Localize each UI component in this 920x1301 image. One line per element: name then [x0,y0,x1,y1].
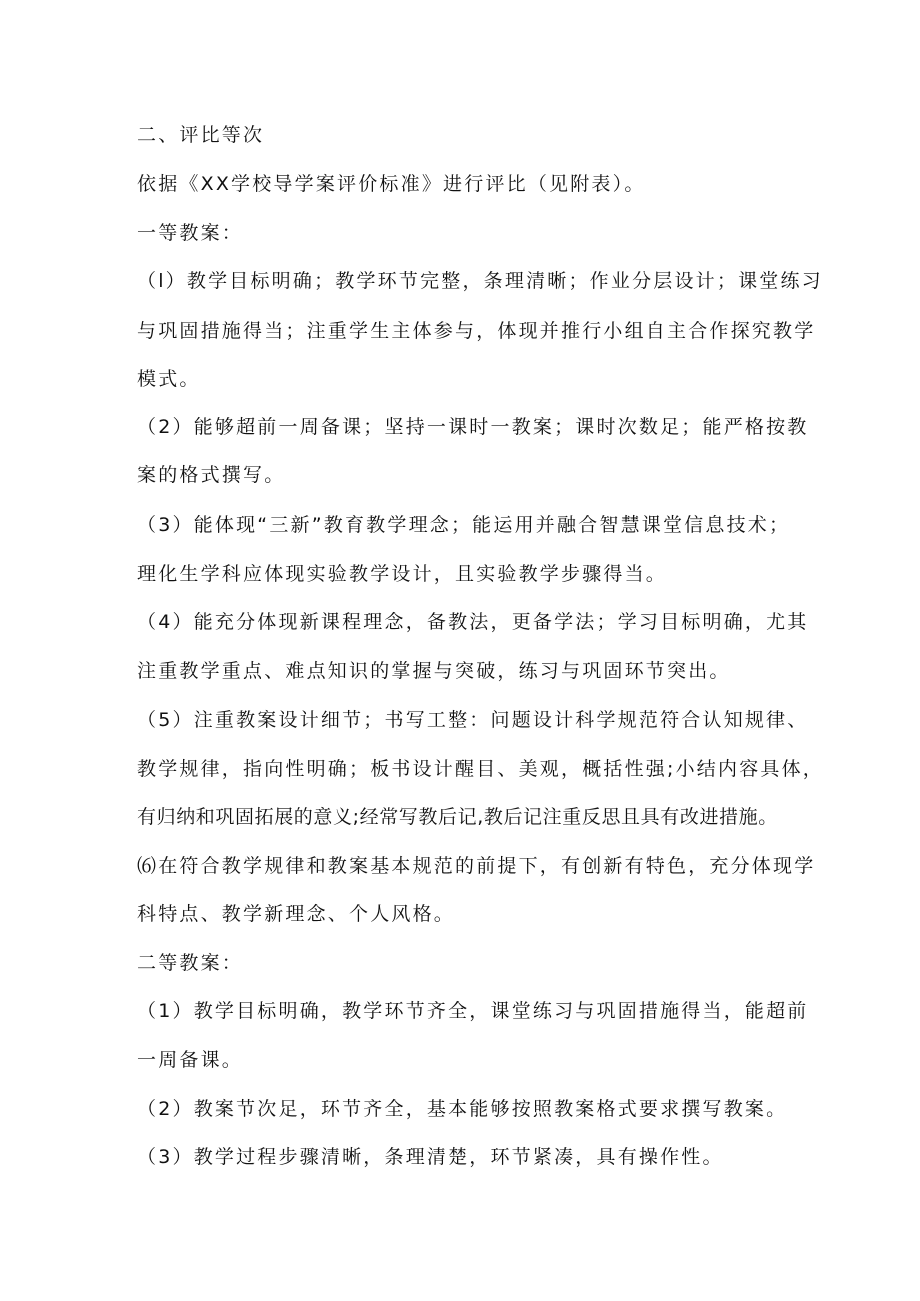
section-heading: 二、评比等次 [137,124,265,146]
first-item5-line2: 教学规律，指向性明确；板书设计醒目、美观，概括性强;小结内容具体， [137,758,825,780]
second-item1-line2: 一周备课。 [137,1049,244,1071]
first-item1-line1: （l）教学目标明确；教学环节完整，条理清晰；作业分层设计；课堂练习 [137,270,823,292]
first-item6-line1: ⑹在符合教学规律和教案基本规范的前提下，有创新有特色，充分体现学 [137,855,816,877]
first-item4-line2: 注重教学重点、难点知识的掌握与突破，练习与巩固环节突出。 [137,660,731,682]
first-item4-line1: （4）能充分体现新课程理念，备教法，更备学法；学习目标明确，尤其 [137,611,809,633]
first-class-heading: 一等教案： [137,222,244,244]
first-item5-line1: （5）注重教案设计细节；书写工整：问题设计科学规范符合认知规律、 [137,709,809,731]
first-item2-line2: 案的格式撰写。 [137,464,286,486]
evaluation-basis: 依据《XX学校导学案评价标准》进行评比（见附表）。 [137,173,646,195]
second-class-heading: 二等教案： [137,952,244,974]
first-item6-line2: 科特点、教学新理念、个人风格。 [137,903,456,925]
second-item3-line1: （3）教学过程步骤清晰，条理清楚，环节紧凑，具有操作性。 [137,1146,724,1168]
second-item1-line1: （1）教学目标明确，教学环节齐全，课堂练习与巩固措施得当，能超前 [137,1000,809,1022]
second-item2-line1: （2）教案节次足，环节齐全，基本能够按照教案格式要求撰写教案。 [137,1098,788,1120]
first-item1-line2: 与巩固措施得当；注重学生主体参与，体现并推行小组自主合作探究教学 [137,320,816,342]
first-item2-line1: （2）能够超前一周备课；坚持一课时一教案；课时次数足；能严格按教 [137,416,809,438]
first-item3-line2: 理化生学科应体现实验教学设计，且实验教学步骤得当。 [137,563,668,585]
first-item1-line3: 模式。 [137,368,201,390]
first-item3-line1: （3）能体现“三新”教育教学理念；能运用并融合智慧课堂信息技术； [137,514,791,536]
first-item5-line3: 有归纳和巩固拓展的意义;经常写教后记,教后记注重反思且具有改进措施。 [137,806,778,828]
